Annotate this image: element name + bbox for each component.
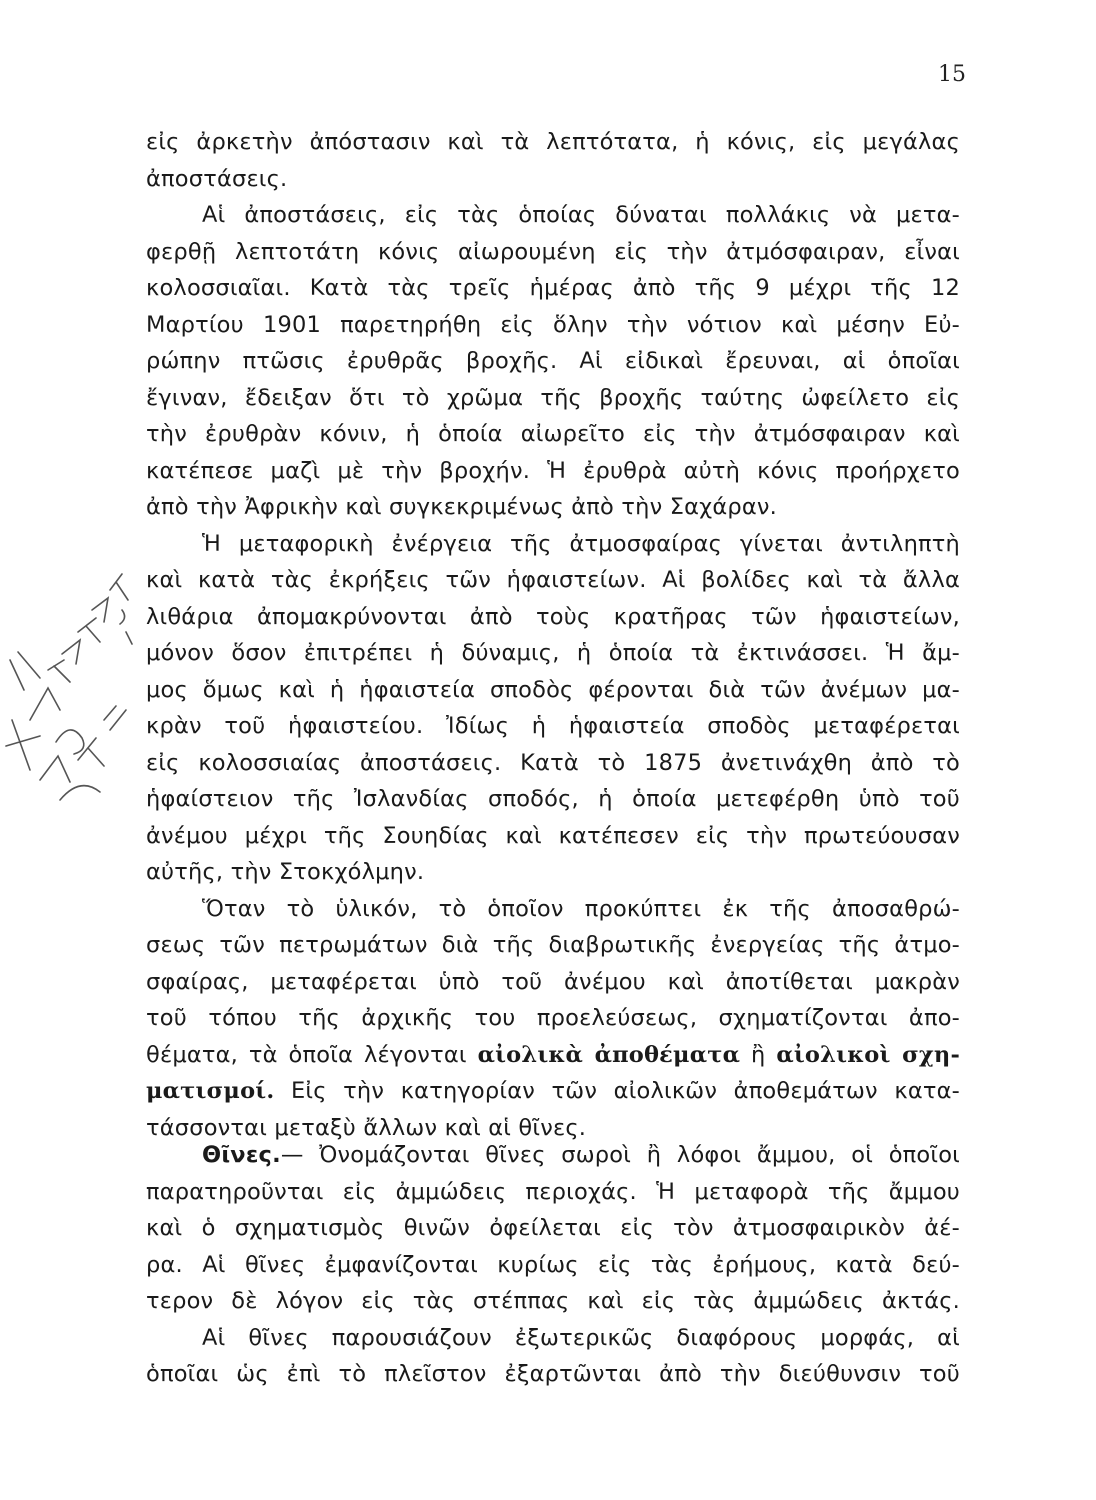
text-line: τὴν ἐρυθρὰν κόνιν, ἡ ὁποία αἰωρεῖτο εἰς τὴν ἀτμόσφαιραν καὶ [146, 421, 960, 447]
text-fragment: Εἰς τὴν κατηγορίαν τῶν αἰολικῶν ἀποθεμάτων κατα- [274, 1078, 960, 1104]
text-fragment: θέματα, τὰ ὁποῖα λέγονται [146, 1041, 478, 1068]
term-aeolian-formations-end: ματισμοί. [146, 1078, 275, 1104]
text-fragment: ἢ [740, 1041, 777, 1068]
text-line [146, 1073, 960, 1110]
text-line: φερθῇ λεπτοτάτη κόνις αἰωρουμένη εἰς τὴν ἀτμόσφαιραν, εἶναι [146, 238, 960, 265]
section-heading: Θῖνες. [202, 1142, 281, 1168]
text-line: καὶ ὁ σχηματισμὸς θινῶν ὀφείλεται εἰς τὸν ἀτμοσφαιρικὸν ἀέ- [146, 1215, 960, 1241]
text-line: κατέπεσε μαζὶ μὲ τὴν βροχήν. Ἡ ἐρυθρὰ αὐτὴ κόνις προήρχετο [146, 457, 960, 484]
text-fragment: — Ὀνομάζονται θῖνες σωροὶ ἢ λόφοι ἄμμου, οἱ ὁποῖοι [280, 1142, 960, 1168]
text-line: Αἱ θῖνες παρουσιάζουν ἐξωτερικῶς διαφόρους μορφάς, αἱ [202, 1324, 960, 1351]
text-line: ἡφαίστειον τῆς Ἰσλανδίας σποδός, ἡ ὁποία μετεφέρθη ὑπὸ τοῦ [146, 786, 960, 812]
text-line: σφαίρας, μεταφέρεται ὑπὸ τοῦ ἀνέμου καὶ ἀποτίθεται μακρὰν [146, 968, 960, 995]
text-line: εἰς ἀρκετὴν ἀπόστασιν καὶ τὰ λεπτότατα, ἡ κόνις, εἰς μεγάλας [146, 129, 960, 155]
text-line [146, 1037, 960, 1074]
text-line: ὁποῖαι ὡς ἐπὶ τὸ πλεῖστον ἐξαρτῶνται ἀπὸ τὴν διεύθυνσιν τοῦ [146, 1361, 960, 1387]
text-line: παρατηροῦνται εἰς ἀμμώδεις περιοχάς. Ἡ μεταφορὰ τῆς ἄμμου [146, 1178, 960, 1205]
handwritten-margin-note [0, 570, 150, 810]
text-line: σεως τῶν πετρωμάτων διὰ τῆς διαβρωτικῆς ἐνεργείας τῆς ἀτμο- [146, 932, 960, 958]
text-line: Αἱ ἀποστάσεις, εἰς τὰς ὁποίας δύναται πολλάκις νὰ μετα- [202, 202, 960, 228]
text-line: Ὅταν τὸ ὑλικόν, τὸ ὁποῖον προκύπτει ἐκ τῆς ἀποσαθρώ- [202, 895, 960, 922]
text-line: καὶ κατὰ τὰς ἐκρήξεις τῶν ἡφαιστείων. Αἱ βολίδες καὶ τὰ ἄλλα [146, 567, 960, 593]
text-line: αὐτῆς, τὴν Στοκχόλμην. [146, 859, 425, 885]
text-line: ἀπὸ τὴν Ἀφρικὴν καὶ συγκεκριμένως ἀπὸ τὴν Σαχάραν. [146, 494, 778, 520]
text-line: μόνον ὅσον ἐπιτρέπει ἡ δύναμις, ἡ ὁποία τὰ ἐκτινάσσει. Ἡ ἄμ- [146, 640, 960, 666]
text-line: ἔγιναν, ἔδειξαν ὅτι τὸ χρῶμα τῆς βροχῆς ταύτης ὠφείλετο εἰς [146, 384, 960, 411]
text-line: κρὰν τοῦ ἡφαιστείου. Ἰδίως ἡ ἡφαιστεία σποδὸς μεταφέρεται [146, 713, 960, 739]
page-number: 15 [938, 62, 966, 87]
text-line: ἀνέμου μέχρι τῆς Σουηδίας καὶ κατέπεσεν εἰς τὴν πρωτεύουσαν [146, 822, 960, 849]
text-line: ἀποστάσεις. [146, 165, 288, 192]
text-line: τοῦ τόπου τῆς ἀρχικῆς του προελεύσεως, σχηματίζονται ἀπο- [146, 1005, 960, 1031]
term-aeolian-deposits: αἰολικὰ ἀποθέματα [477, 1041, 741, 1068]
text-line: λιθάρια ἀπομακρύνονται ἀπὸ τοὺς κρατῆρας τῶν ἡφαιστείων, [146, 603, 960, 630]
text-line: ρα. Αἱ θῖνες ἐμφανίζονται κυρίως εἰς τὰς ἐρήμους, κατὰ δεύ- [146, 1251, 960, 1278]
text-line: Ἡ μεταφορικὴ ἐνέργεια τῆς ἀτμοσφαίρας γίνεται ἀντιληπτὴ [202, 530, 960, 557]
text-line: κολοσσιαῖαι. Κατὰ τὰς τρεῖς ἡμέρας ἀπὸ τῆς 9 μέχρι τῆς 12 [146, 275, 960, 301]
text-line: ρώπην πτῶσις ἐρυθρᾶς βροχῆς. Αἱ εἰδικαὶ ἔρευναι, αἱ ὁποῖαι [146, 348, 960, 374]
term-aeolian-formations: αἰολικοὶ σχη- [776, 1041, 961, 1068]
text-line [146, 1137, 960, 1174]
text-line: μος ὅμως καὶ ἡ ἡφαιστεία σποδὸς φέρονται διὰ τῶν ἀνέμων μα- [146, 676, 960, 703]
text-line: εἰς κολοσσιαίας ἀποστάσεις. Κατὰ τὸ 1875 ἀνετινάχθη ἀπὸ τὸ [146, 749, 960, 776]
text-line: τερον δὲ λόγον εἰς τὰς στέππας καὶ εἰς τὰς ἀμμώδεις ἀκτάς. [146, 1288, 960, 1314]
dunes-section [146, 1137, 960, 1393]
text-line: τάσσονται μεταξὺ ἄλλων καὶ αἱ θῖνες. [146, 1114, 587, 1141]
main-text-block [146, 124, 960, 1146]
text-line: Μαρτίου 1901 παρετηρήθη εἰς ὅλην τὴν νότιον καὶ μέσην Εὐ- [146, 311, 960, 338]
